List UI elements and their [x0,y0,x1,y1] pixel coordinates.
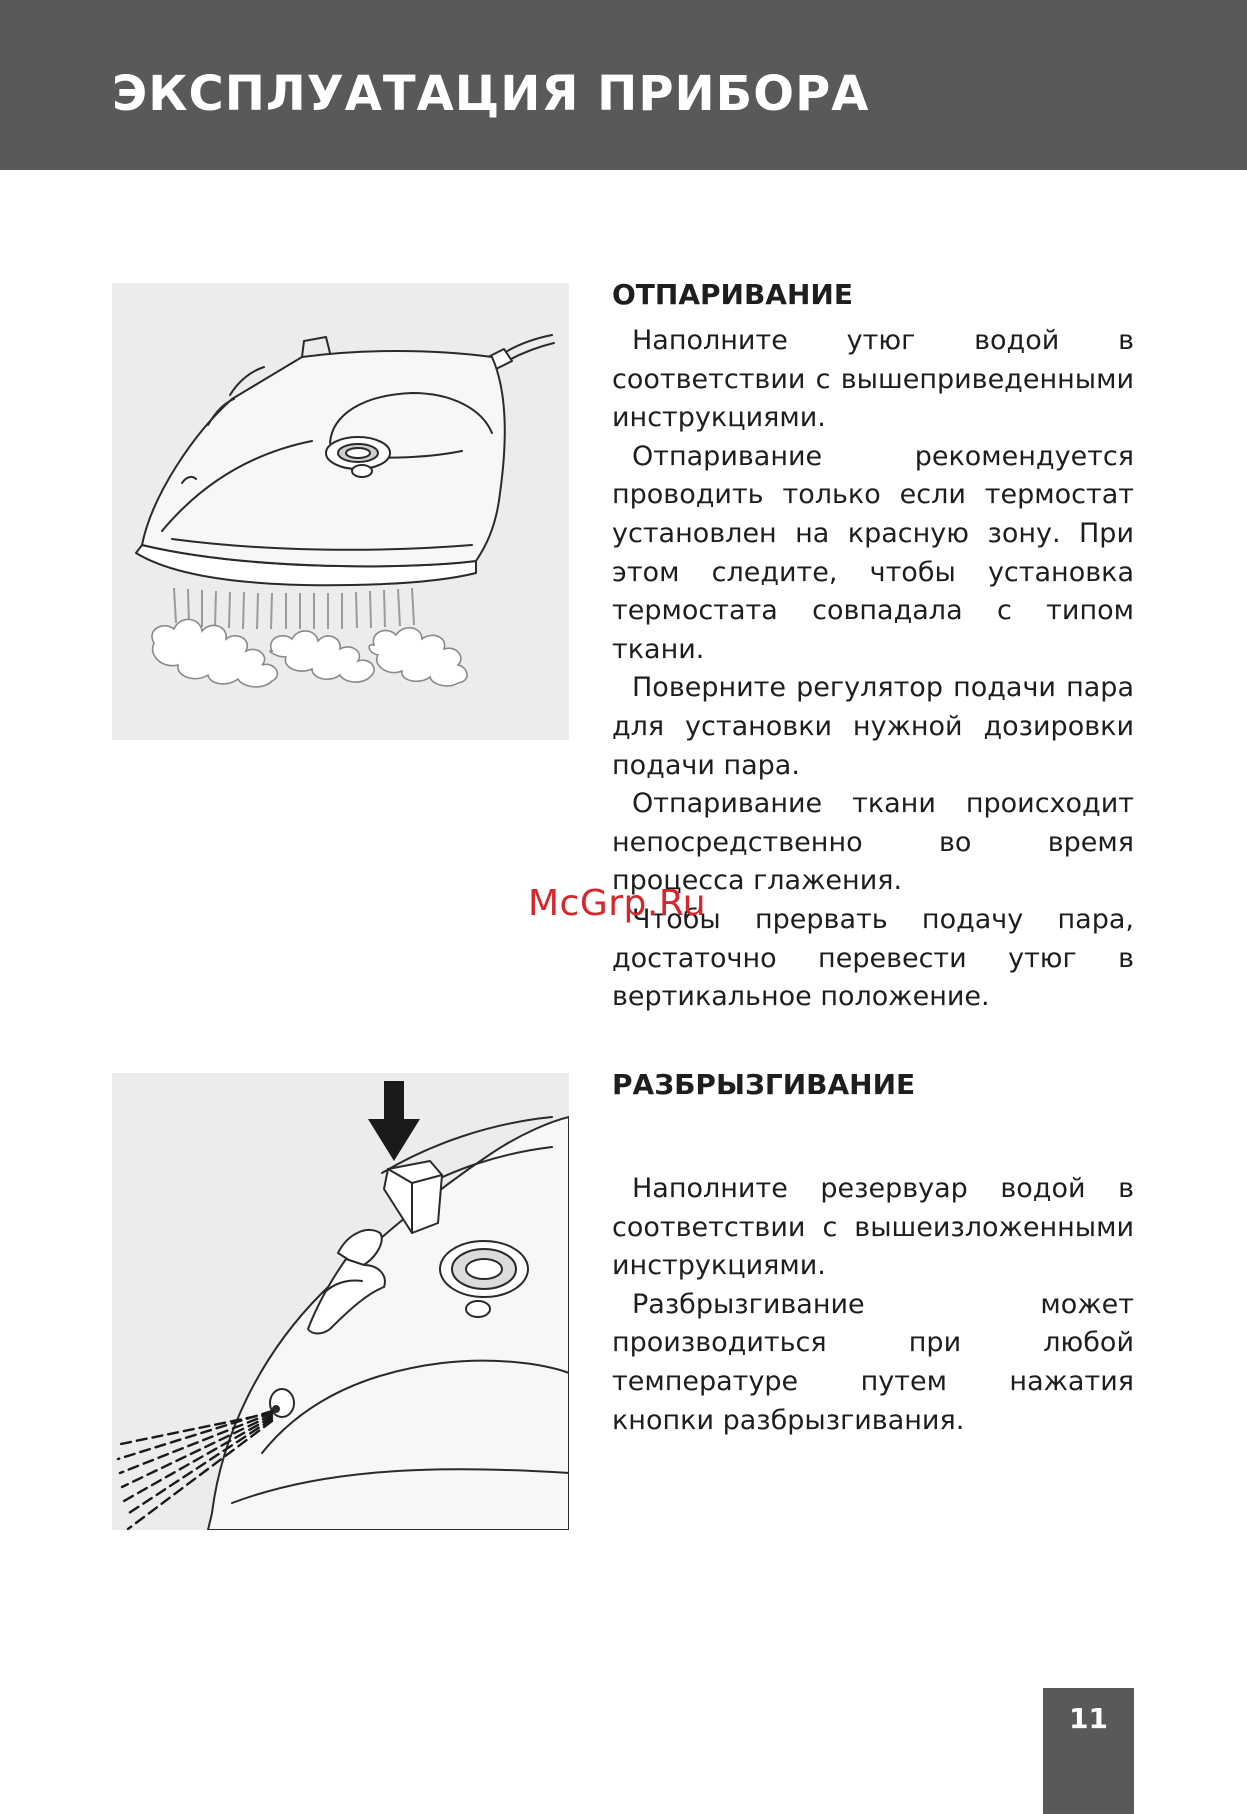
section-heading: РАЗБРЫЗГИВАНИЕ [612,1068,916,1101]
section-spraying [612,1066,1134,1440]
paragraph: Поверните регулятор подачи пара для установки нужной дозировки подачи пара. [612,672,1134,781]
section-heading: ОТПАРИВАНИЕ [612,278,853,311]
paragraph: Разбрызгивание может производиться при любой температуре путем нажатия кнопки разбрызгивания. [612,1288,1134,1436]
page-number: 11 [1069,1702,1108,1735]
paragraph: Наполните резервуар водой в соответствии с вышеизложенными инструкциями. [612,1173,1134,1282]
paragraph: Наполните утюг водой в соответствии с вышеприведенными инструкциями. [612,325,1134,434]
header-bar [0,0,1247,170]
steam-iron-illustration [112,283,569,740]
watermark: McGrp.Ru [528,883,707,924]
paragraph: Отпаривание рекомендуется проводить только если термостат установлен на красную зону. При этом следите, чтобы установка термостата совпадала с типом ткани. [612,440,1134,665]
page-number-badge [1043,1688,1134,1814]
paragraph: Чтобы прервать подачу пара, достаточно перевести утюг в вертикальное положение. [612,903,1134,1013]
page-title: ЭКСПЛУАТАЦИЯ ПРИБОРА [112,66,870,122]
spray-iron-illustration [112,1073,569,1530]
arrow-down-icon [368,1081,420,1161]
paragraph: Отпаривание ткани происходит непосредственно во время процесса глажения. [612,788,1134,897]
